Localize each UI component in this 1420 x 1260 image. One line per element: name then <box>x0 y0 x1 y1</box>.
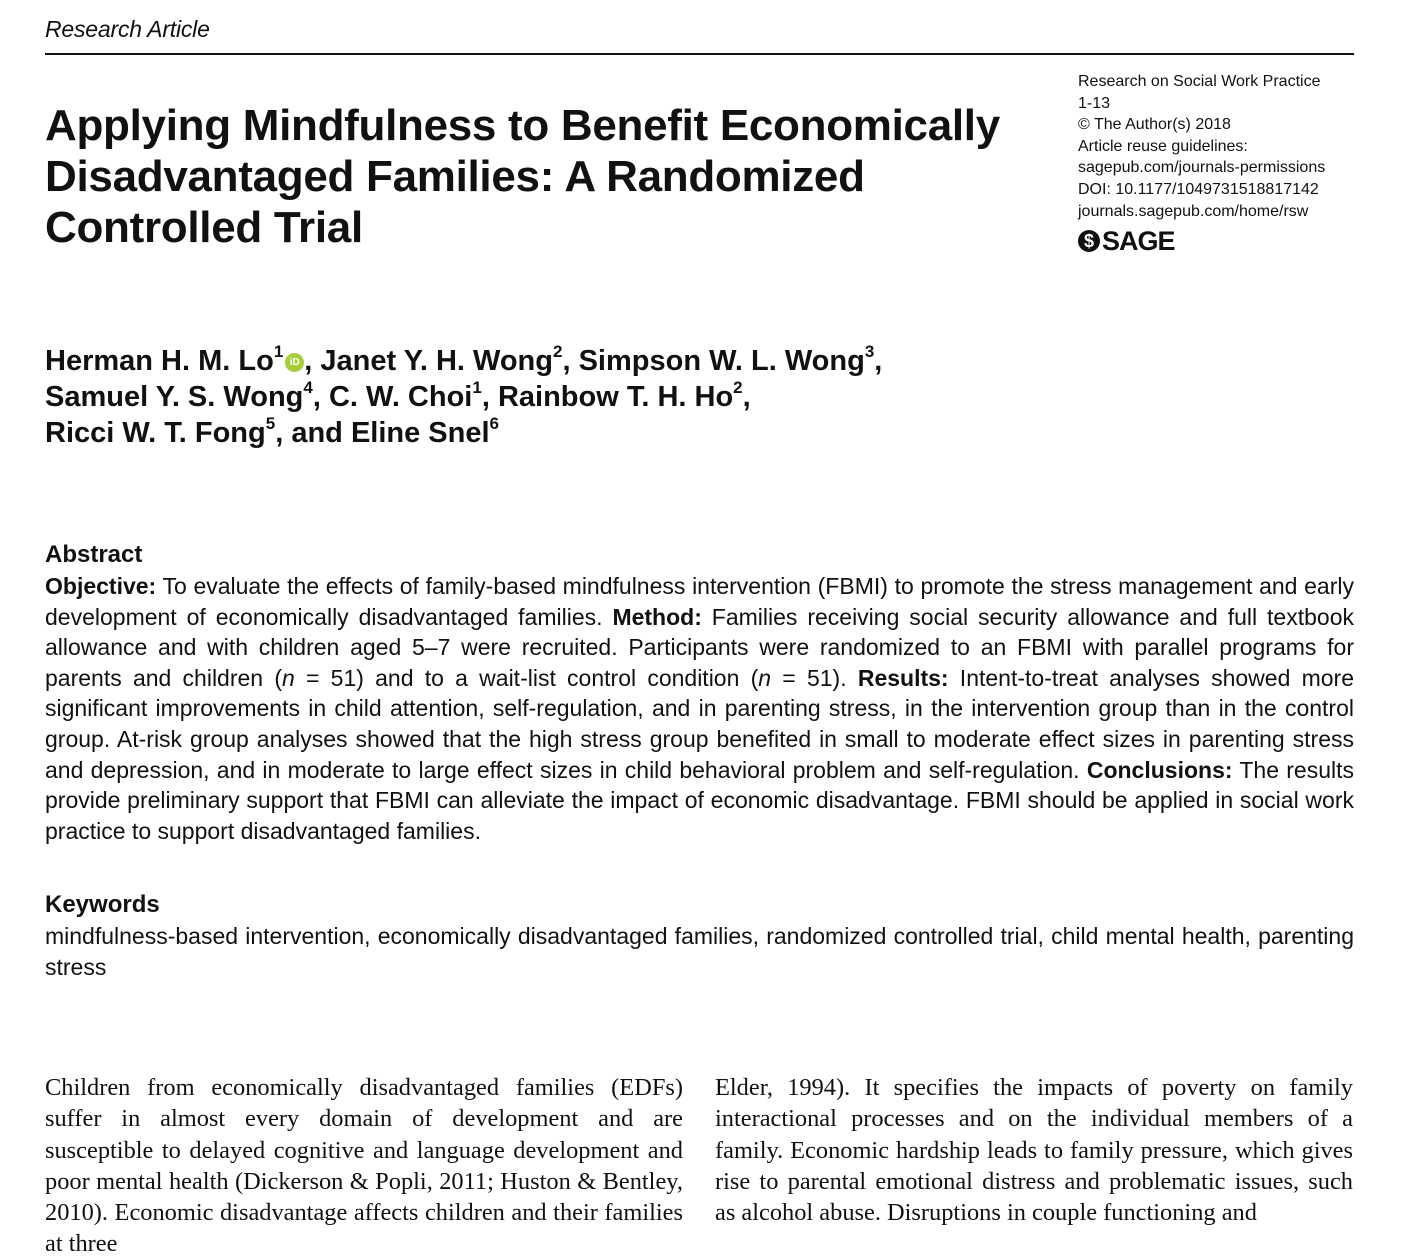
method-label: Method: <box>612 603 702 630</box>
affiliation-mark: 3 <box>864 342 875 362</box>
conclusions-label: Conclusions: <box>1086 756 1233 783</box>
journal-meta <box>1078 71 1358 256</box>
objective-text: To evaluate the effects of family-based mindfulness intervention (FBMI) to promote the stress management and early development of economically disadvantaged families. <box>45 573 1354 630</box>
body-column-right: Elder, 1994). It specifies the impacts of poverty on family interactional processes and on the individual members of a family. Economic hardship leads to family pressure, which gives rise to parental emotional distress and problematic issues, such as alcohol abuse. Disruptions in couple functioning and <box>715 1074 1353 1227</box>
author-separator: , <box>304 345 321 377</box>
author-separator: , <box>562 345 579 377</box>
author-name: Janet Y. H. Wong <box>320 345 553 377</box>
sage-logo <box>1078 226 1358 256</box>
method-text: = 51) and to a wait-list control condition ( <box>294 664 759 691</box>
running-head: Research Article <box>45 16 210 42</box>
orcid-icon[interactable]: iD <box>285 353 304 372</box>
affiliation-mark: 1 <box>472 378 482 398</box>
journal-name: Research on Social Work Practice <box>1078 73 1321 90</box>
author-name: Eline Snel <box>350 417 490 449</box>
affiliation-mark: 2 <box>553 342 563 362</box>
keywords-heading: Keywords <box>45 891 160 918</box>
header-rule <box>45 53 1354 55</box>
copyright: © The Author(s) 2018 <box>1078 116 1231 134</box>
objective-label: Objective: <box>45 573 157 599</box>
author-separator: , and <box>275 417 351 449</box>
author-name: Herman H. M. Lo <box>45 345 274 377</box>
author-separator: , <box>312 381 329 413</box>
article-title: Applying Mindfulness to Benefit Economically Disadvantaged Families: A Randomized Controlled Trial <box>45 101 1000 252</box>
body-column-left: Children from economically disadvantaged families (EDFs) suffer in almost every domain of development and are susceptible to delayed cognitive and language development and poor mental health (Dickerson & Popli, 2011; Huston & Bentley, 2010). Economic disadvantage affects children and their families at three <box>45 1074 683 1258</box>
affiliation-mark: 1 <box>273 342 284 362</box>
results-label: Results: <box>857 664 949 691</box>
author-name: Samuel Y. S. Wong <box>45 381 304 413</box>
results-text: Intent-to-treat analyses showed more significant improvements in child attention, self-regulation, and in parenting stress, in the intervention group than in the control group. At-risk group analyses showed that the high stress group benefited in small to moderate effect sizes in parenting stress and depression, and in moderate to large effect sizes in child behavioral problem and self-regulation. <box>45 664 1355 783</box>
author-name: Simpson W. L. Wong <box>578 345 865 377</box>
permissions-link[interactable]: sagepub.com/journals-permissions <box>1078 159 1326 177</box>
method-text: = 51). <box>771 664 858 691</box>
abstract-heading: Abstract <box>45 541 143 568</box>
n-symbol: n <box>758 664 772 691</box>
author-name: Ricci W. T. Fong <box>45 417 266 449</box>
affiliation-mark: 2 <box>733 378 743 398</box>
abstract-body <box>45 571 1354 846</box>
author-list <box>45 343 1045 451</box>
sage-s-icon: $ <box>1078 230 1100 252</box>
conclusions-text: The results provide preliminary support that FBMI can alleviate the impact of economic disadvantage. FBMI should be applied in social work practice to support disadvantaged families. <box>45 756 1354 844</box>
sage-wordmark: SAGE <box>1102 226 1175 257</box>
affiliation-mark: 4 <box>303 378 313 398</box>
doi[interactable]: DOI: 10.1177/1049731518817142 <box>1078 180 1319 198</box>
author-separator: , <box>742 381 751 413</box>
keywords-list: mindfulness-based intervention, economically disadvantaged families, randomized controlled trial, child mental health, parenting stress <box>45 923 1354 980</box>
author-name: Rainbow T. H. Ho <box>497 381 734 413</box>
author-name: C. W. Choi <box>328 381 473 413</box>
author-separator: , <box>874 345 883 377</box>
method-text: Families receiving social security allowance and full textbook allowance and with children aged 5–7 were recruited. Participants were randomized to an FBMI with parallel programs for parents and children ( <box>45 603 1354 691</box>
page-range: 1-13 <box>1078 94 1111 112</box>
journal-url[interactable]: journals.sagepub.com/home/rsw <box>1078 202 1309 220</box>
author-separator: , <box>481 381 498 413</box>
reuse-guidelines: Article reuse guidelines: <box>1078 137 1248 155</box>
n-symbol: n <box>281 664 295 691</box>
affiliation-mark: 5 <box>265 414 276 434</box>
affiliation-mark: 6 <box>489 414 500 434</box>
